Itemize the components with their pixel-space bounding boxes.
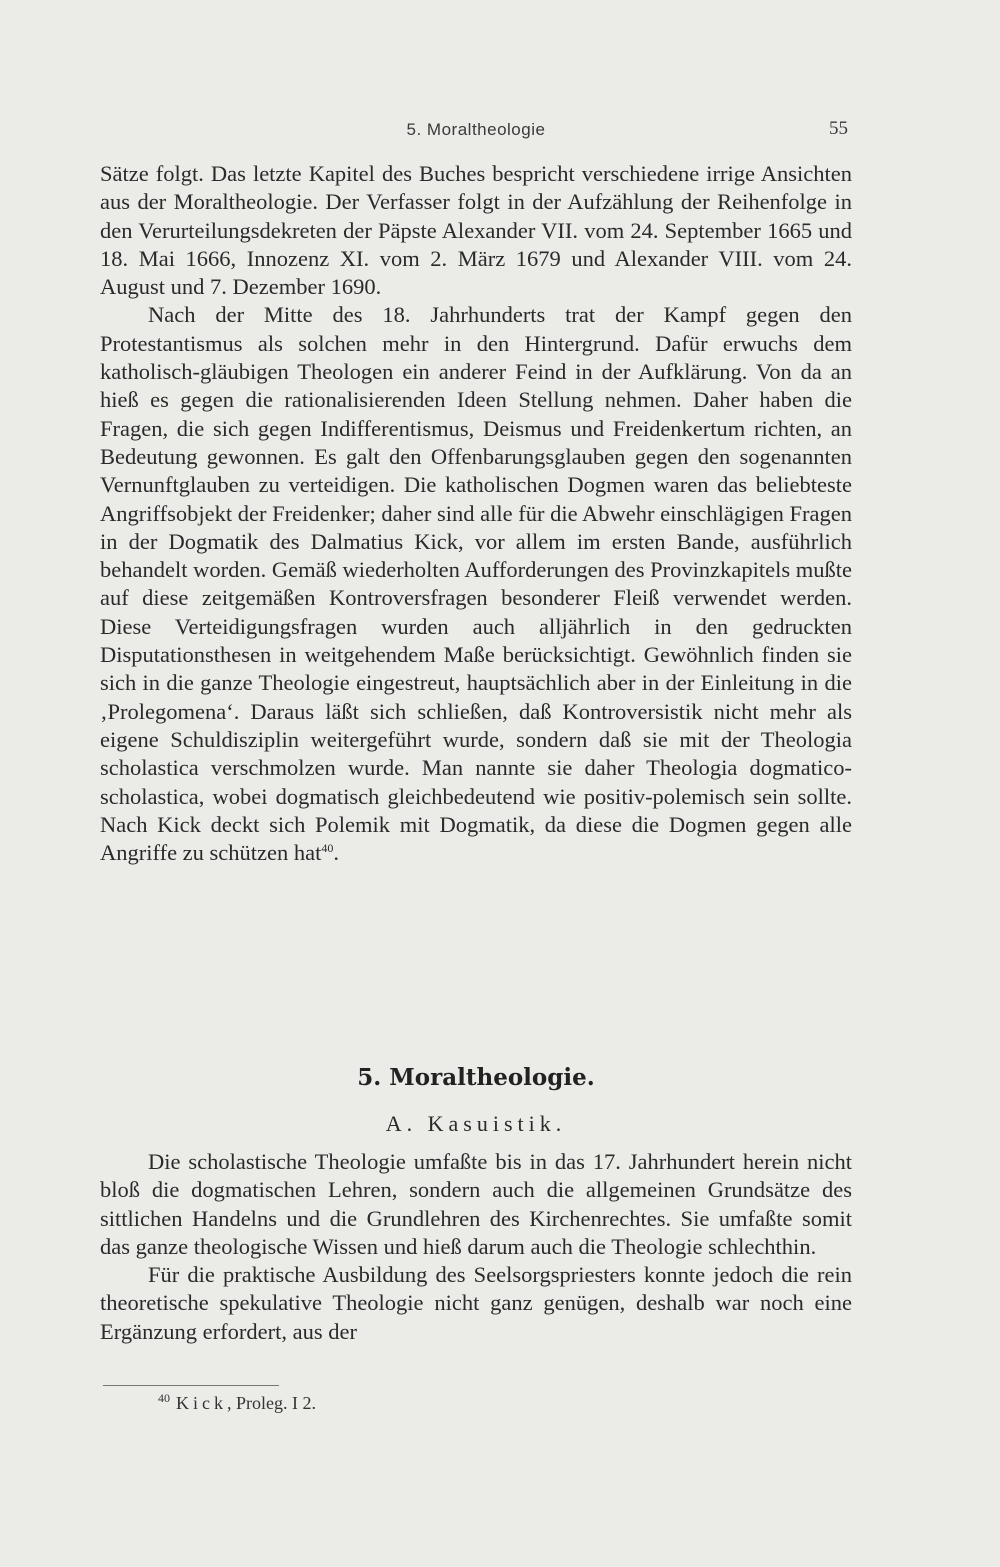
section-text xyxy=(100,1148,852,1346)
footnote-reference[interactable]: 40 xyxy=(321,841,334,856)
paragraph: Die scholastische Theologie umfaßte bis in das 17. Jahrhundert herein nicht bloß die dogmatischen Lehren, sondern auch die allgemeinen Grundsätze des sittlichen Handelns und die Grundlehren des Kirchenrechtes. Sie umfaßte somit das ganze theologische Wissen und hieß darum auch die Theologie schlechthin. xyxy=(100,1149,852,1259)
main-text xyxy=(100,160,852,867)
footnote xyxy=(158,1391,316,1414)
subsection-heading: A. Kasuistik. xyxy=(385,1111,567,1136)
running-header xyxy=(100,116,852,144)
footnote-author: Kick xyxy=(176,1393,227,1413)
paragraph-text: Nach der Mitte des 18. Jahrhunderts trat der Kampf gegen den Protestantismus als solchen mehr in den Hintergrund. Dafür erwuchs dem katholisch-gläubigen Theologen ein anderer Feind in der Aufklärung. Von da an hieß es gegen die rationalisierenden Ideen Stellung nehmen. Daher haben die Fragen, die sich gegen Indifferentismus, Deismus und Freidenkertum richten, an Bedeutung gewonnen. Es galt den Offenbarungsglauben gegen den sogenannten Vernunftglauben zu verteidigen. Die katholischen Dogmen waren das beliebteste Angriffsobjekt der Freidenker; daher sind alle für die Abwehr einschlägigen Fragen in der Dogmatik des Dalmatius Kick, vor allem im ersten Bande, ausführlich behandelt worden. Gemäß wiederholten Aufforderungen des Provinzkapitels mußte auf diese zeitgemäßen Kontroversfragen besonderer Fleiß verwendet werden. Diese Verteidigungsfragen wurden auch alljährlich in den gedruckten Disputationsthesen in weitgehendem Maße berücksichtigt. Gewöhnlich finden sie sich in die ganze Theologie eingestreut, hauptsächlich aber in der Einleitung in die ‚Prolegomena‘. Daraus läßt sich schließen, daß Kontroversistik nicht mehr als eigene Schuldisziplin weitergeführt wurde, sondern daß sie mit der Theologia scholastica verschmolzen wurde. Man nannte sie daher Theologia dogmatico-scholastica, wobei dogmatisch gleichbedeutend wie positiv-polemisch sein sollte. Nach Kick deckt sich Polemik mit Dogmatik, da diese die Dogmen gegen alle Angriffe zu schützen hat xyxy=(100,302,852,866)
paragraph: Sätze folgt. Das letzte Kapitel des Buches bespricht verschiedene irrige Ansichten aus der Moraltheologie. Der Verfasser folgt in der Aufzählung der Reihenfolge in den Verurteilungsdekreten der Päpste Alexander VII. vom 24. September 1665 und 18. Mai 1666, Innozenz XI. vom 2. März 1679 und Alexander VIII. vom 24. August und 7. Dezember 1690. xyxy=(100,161,852,300)
footnote-number: 40 xyxy=(158,1391,170,1405)
section-heading: 5. Moraltheologie. xyxy=(357,1064,595,1091)
page-number: 55 xyxy=(829,118,848,139)
footnote-divider xyxy=(103,1385,279,1386)
footnote-reference-text: , Proleg. I 2. xyxy=(227,1393,316,1413)
paragraph: Für die praktische Ausbildung des Seelsorgspriesters konnte jedoch die rein theoretische spekulative Theologie nicht ganz genügen, deshalb war noch eine Ergänzung erfordert, aus der xyxy=(100,1262,852,1344)
running-title: 5. Moraltheologie xyxy=(406,120,546,139)
paragraph-with-footnote: Nach der Mitte des 18. Jahrhunderts trat der Kampf gegen den Protestantismus als solchen mehr in den Hintergrund. Dafür erwuchs dem katholisch-gläubigen Theologen ein anderer Feind in der Aufklärung. Von da an hieß es gegen die rationalisierenden Ideen Stellung nehmen. Daher haben die Fragen, die sich gegen Indifferentismus, Deismus und Freidenkertum richten, an Bedeutung gewonnen. Es galt den Offenbarungsglauben gegen den sogenannten Vernunftglauben zu verteidigen. Die katholischen Dogmen waren das beliebteste Angriffsobjekt der Freidenker; daher sind alle für die Abwehr einschlägigen Fragen in der Dogmatik des Dalmatius Kick, vor allem im ersten Bande, ausführlich behandelt worden. Gemäß wiederholten Aufforderungen des Provinzkapitels mußte auf diese zeitgemäßen Kontroversfragen besonderer Fleiß verwendet werden. Diese Verteidigungsfragen wurden auch alljährlich in den gedruckten Disputationsthesen in weitgehendem Maße berücksichtigt. Gewöhnlich finden sie sich in die ganze Theologie eingestreut, hauptsächlich aber in der Einleitung in die ‚Prolegomena‘. Daraus läßt sich schließen, daß Kontroversistik nicht mehr als eigene Schuldisziplin weitergeführt wurde, sondern daß sie mit der Theologia scholastica verschmolzen wurde. Man nannte sie daher Theologia dogmatico-scholastica, wobei dogmatisch gleichbedeutend wie positiv-polemisch sein sollte. Nach Kick deckt sich Polemik mit Dogmatik, da diese die Dogmen gegen alle Angriffe zu schützen hat$^{40}$. xyxy=(100,302,852,866)
